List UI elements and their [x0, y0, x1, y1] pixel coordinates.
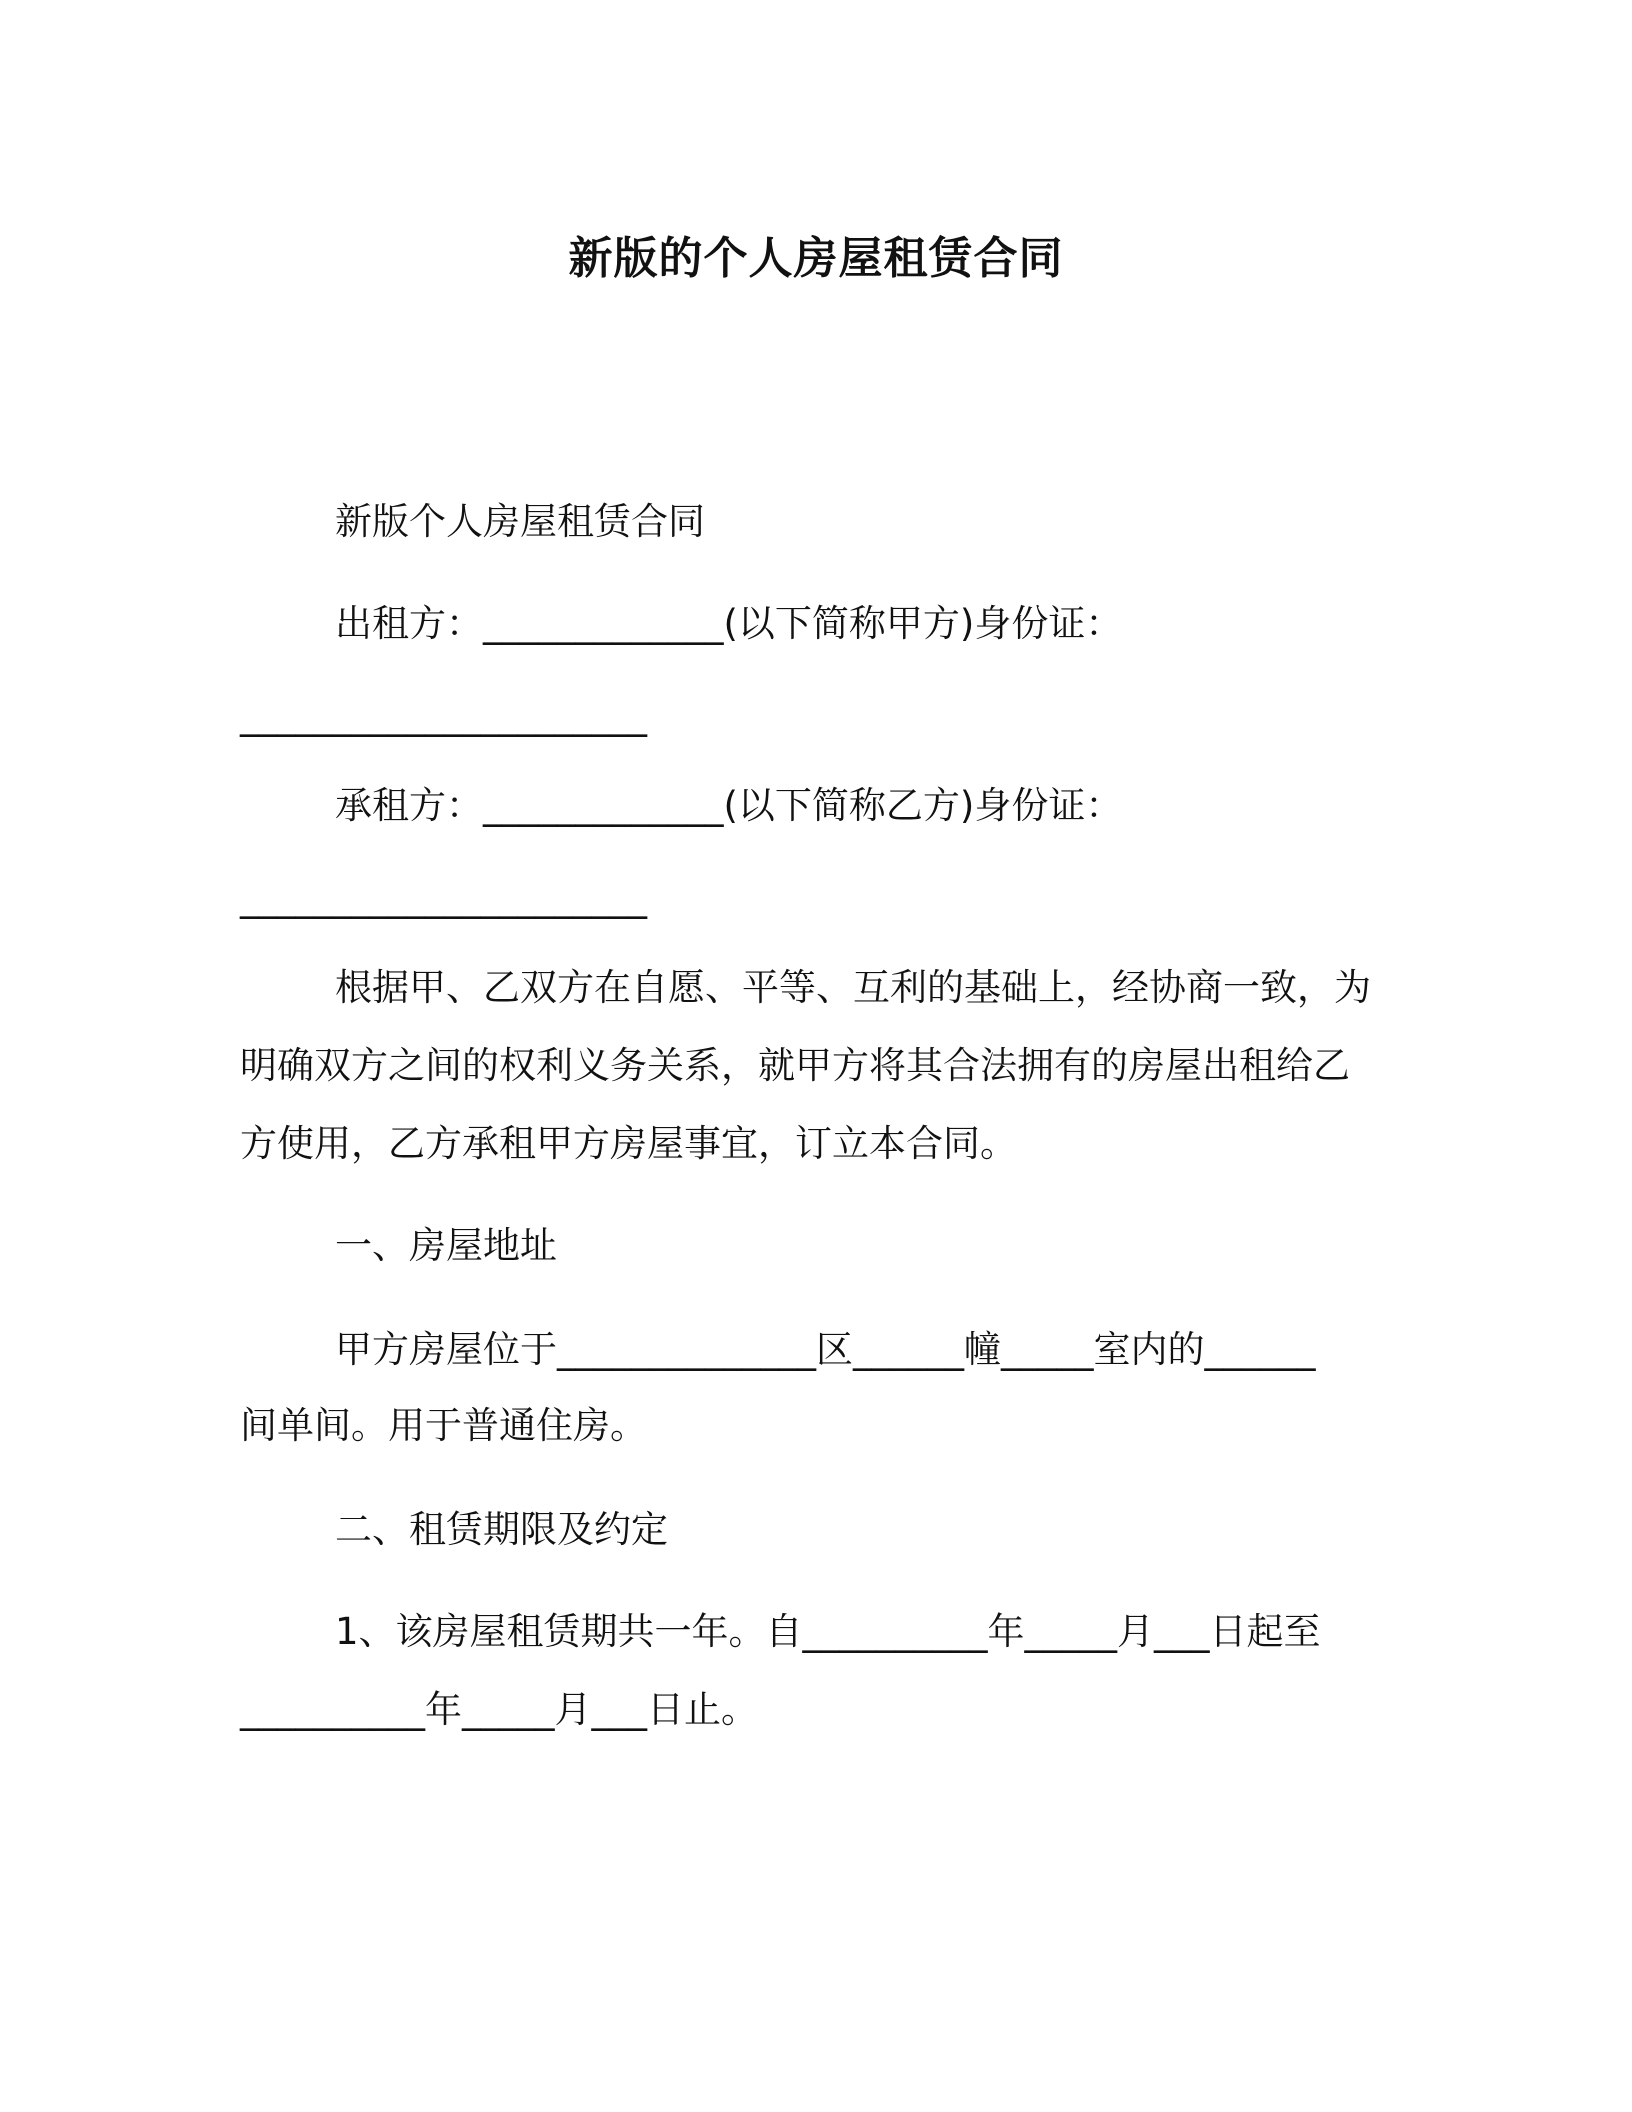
lessee-line: 承租方：_____________(以下简称乙方)身份证：: [335, 784, 1123, 827]
lessor-id-blank: ______________________: [240, 694, 647, 737]
preamble-line-2: 明确双方之间的权利义务关系，就甲方将其合法拥有的房屋出租给乙: [240, 1044, 1350, 1087]
address-line-2: 间单间。用于普通住房。: [240, 1404, 647, 1447]
lessor-line: 出租方：_____________(以下简称甲方)身份证：: [335, 602, 1123, 645]
contract-heading: 新版个人房屋租赁合同: [335, 500, 705, 543]
term-line-1: 1、该房屋租赁期共一年。自__________年_____月___日起至: [335, 1610, 1321, 1653]
document-title: 新版的个人房屋租赁合同: [568, 233, 1064, 284]
preamble-line-3: 方使用，乙方承租甲方房屋事宜，订立本合同。: [240, 1122, 1017, 1165]
section-1-heading: 一、房屋地址: [335, 1224, 557, 1267]
lessee-id-blank: ______________________: [240, 876, 647, 919]
preamble-line-1: 根据甲、乙双方在自愿、平等、互利的基础上，经协商一致，为: [335, 966, 1371, 1009]
address-line-1: 甲方房屋位于______________区______幢_____室内的______: [335, 1328, 1316, 1371]
section-2-heading: 二、租赁期限及约定: [335, 1508, 668, 1551]
term-line-2: __________年_____月___日止。: [240, 1688, 758, 1731]
